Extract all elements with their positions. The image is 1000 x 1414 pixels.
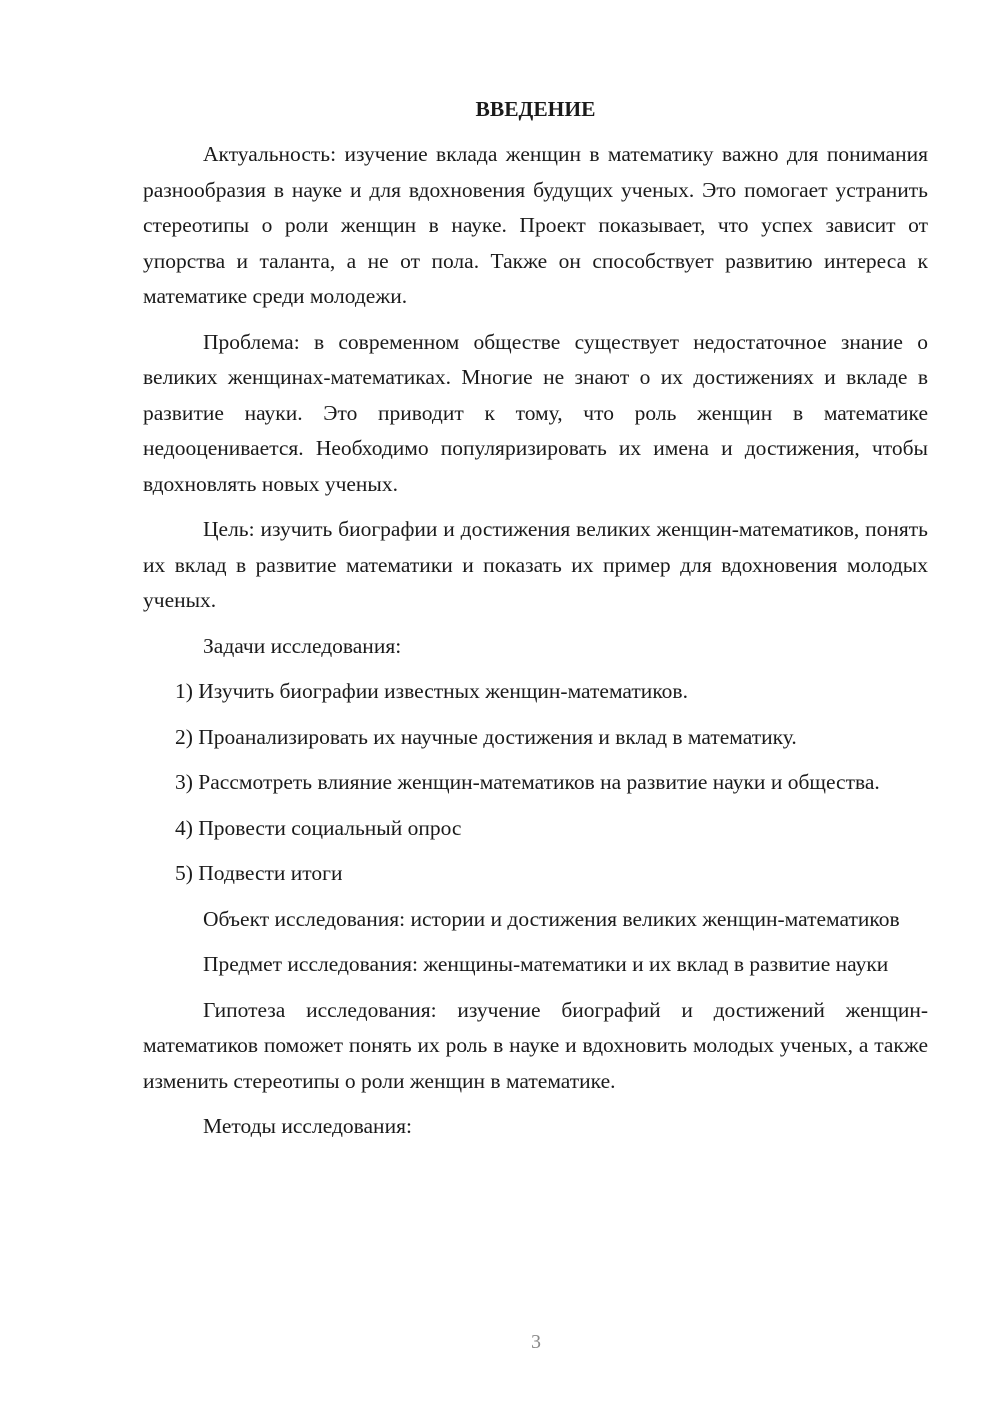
page-number: 3: [531, 1331, 541, 1353]
task-item: 5) Подвести итоги: [175, 861, 343, 885]
task-item: 2) Проанализировать их научные достижения и вклад в математику.: [175, 724, 797, 749]
object-paragraph: Объект исследования: истории и достижения великих женщин-математиков: [203, 906, 900, 931]
section-heading: ВВЕДЕНИЕ: [475, 97, 596, 121]
task-item: 4) Провести социальный опрос: [175, 815, 462, 840]
subject-paragraph: Предмет исследования: женщины-математики и их вклад в развитие науки: [203, 952, 889, 976]
relevance-paragraph: Актуальность: изучение вклада женщин в математику важно для понимания разнообразия в науке и для вдохновения будущих ученых. Это помогает устранить стереотипы о роли женщин в науке. Проект показывает, что успех зависит от упорства и таланта, а не от пола. Также он способствует развитию интереса к математике среди молодежи.: [143, 142, 928, 308]
task-item: 1) Изучить биографии известных женщин-математиков.: [175, 679, 688, 703]
tasks-title: Задачи исследования:: [203, 633, 402, 658]
methods-title: Методы исследования:: [203, 1114, 412, 1138]
goal-paragraph: Цель: изучить биографии и достижения великих женщин-математиков, понять их вклад в развитие математики и показать их пример для вдохновения молодых ученых.: [143, 517, 928, 612]
task-item: 3) Рассмотреть влияние женщин-математиков на развитие науки и общества.: [175, 770, 880, 794]
problem-paragraph: Проблема: в современном обществе существует недостаточное знание о великих женщинах-математиках. Многие не знают о их достижениях и вкладе в развитие науки. Это приводит к тому, что роль женщин в математике недооценивается. Необходимо популяризировать их имена и достижения, чтобы вдохновлять новых ученых.: [143, 329, 928, 496]
hypothesis-paragraph: Гипотеза исследования: изучение биографий и достижений женщин-математиков поможет понять их роль в науке и вдохновить молодых ученых, а также изменить стереотипы о роли женщин в математике.: [143, 997, 928, 1093]
document-page: [143, 92, 928, 1155]
